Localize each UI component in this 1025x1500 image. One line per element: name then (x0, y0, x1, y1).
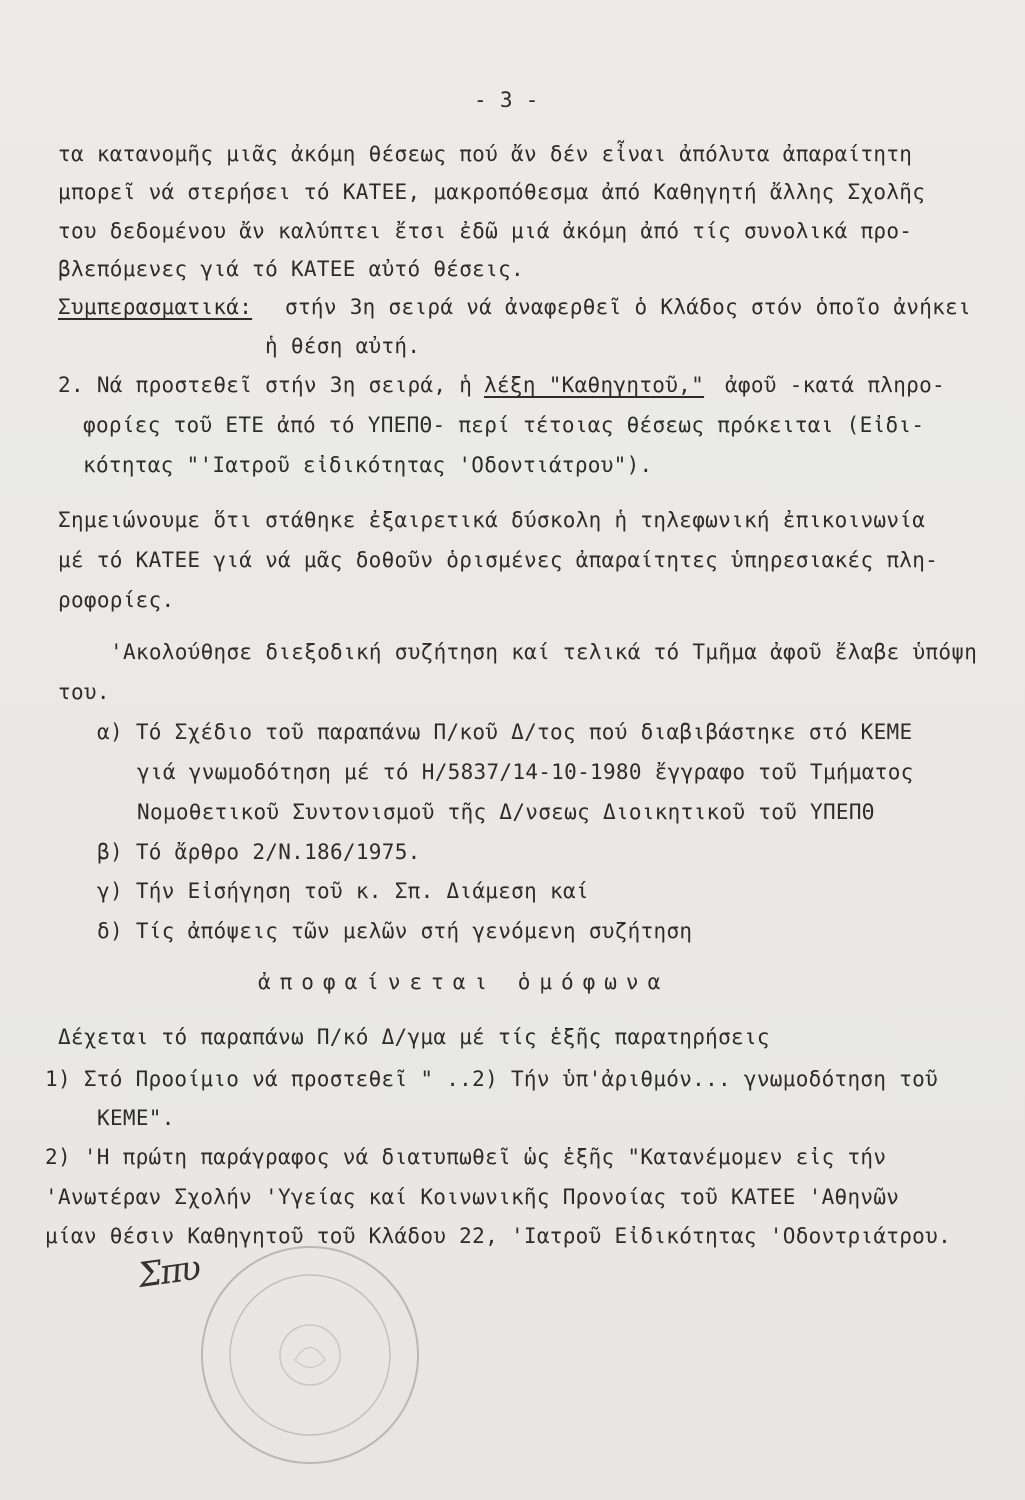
item-a-cont-1: γιά γνωμοδότηση μέ τό Η/5837/14-10-1980 ἔγγραφο τοῦ Τμήματος (137, 760, 914, 784)
item-b: β) Τό ἄρθρο 2/Ν.186/1975. (97, 840, 421, 864)
text-line-3: του δεδομένου ἄν καλύπτει ἔτσι ἐδῶ μιά ἀκόμη ἀπό τίς συνολικά προ- (58, 219, 913, 243)
decision-heading: ἀποφαίνεται ὁμόφωνα (258, 970, 670, 994)
text-line-1: τα κατανομῆς μιᾶς ἀκόμη θέσεως πού ἄν δέν εἶναι ἀπόλυτα ἀπαραίτητη (58, 142, 913, 166)
text-line-6: ἡ θέση αὐτή. (265, 334, 421, 358)
text-line-13: 'Ακολούθησε διεξοδική συζήτηση καί τελικά τό Τμῆμα ἀφοῦ ἔλαβε ὑπόψη (110, 640, 978, 664)
item-c: γ) Τήν Εἰσήγηση τοῦ κ. Σπ. Διάμεση καί (97, 879, 589, 903)
signature-text: Σπυ (135, 1247, 202, 1297)
remark-2: 2) 'Η πρώτη παράγραφος νά διατυπωθεῖ ὡς ἑξῆς "Κατανέμομεν εἰς τήν (45, 1145, 887, 1169)
text-line-5: στήν 3η σειρά νά ἀναφερθεῖ ὁ Κλάδος στόν ὁποῖο ἀνήκει (285, 295, 971, 319)
text-line-8: φορίες τοῦ ΕΤΕ ἀπό τό ΥΠΕΠΘ- περί τέτοιας θέσεως πρόκειται (Εἰδι- (83, 413, 925, 437)
text-line-14: του. (58, 680, 110, 704)
text-line-9: κότητας "'Ιατροῦ εἰδικότητας 'Οδοντιάτρου"). (83, 453, 653, 477)
stamp-emblem (280, 1325, 340, 1385)
text-line-7b: ἀφοῦ -κατά πληρο- (712, 373, 945, 397)
remark-2-cont-2: μίαν θέσιν Καθηγητοῦ τοῦ Κλάδου 22, 'Ιατροῦ Εἰδικότητας 'Οδοντριάτρου. (45, 1224, 952, 1248)
text-line-10: Σημειώνουμε ὅτι στάθηκε ἐξαιρετικά δύσκολη ἡ τηλεφωνική ἐπικοινωνία (58, 508, 926, 532)
page-number: - 3 - (474, 88, 539, 112)
text-line-11: μέ τό ΚΑΤΕΕ γιά νά μᾶς δοθοῦν ὁρισμένες ἀπαραίτητες ὑπηρεσιακές πλη- (58, 548, 939, 572)
word-phrase: λέξη "Καθηγητοῦ," (484, 373, 705, 397)
text-line-12: ροφορίες. (58, 588, 175, 612)
remark-2-cont-1: 'Ανωτέραν Σχολήν 'Υγείας καί Κοινωνικῆς Προνοίας τοῦ ΚΑΤΕΕ 'Αθηνῶν (45, 1185, 900, 1209)
stamp-inner-ring (230, 1275, 390, 1435)
text-line-22: Δέχεται τό παραπάνω Π/κό Δ/γμα μέ τίς ἑξῆς παρατηρήσεις (58, 1025, 770, 1049)
remark-1-cont: ΚΕΜΕ". (97, 1106, 175, 1130)
text-line-4: βλεπόμενες γιά τό ΚΑΤΕΕ αὐτό θέσεις. (58, 257, 524, 281)
handwritten-signature (136, 1248, 202, 1296)
remark-1: 1) Στό Προοίμιο νά προστεθεῖ " ..2) Τήν ὑπ'ἀριθμόν... γνωμοδότηση τοῦ (45, 1067, 939, 1091)
text-line-7a: 2. Νά προστεθεῖ στήν 3η σειρά, ἡ (58, 373, 486, 397)
official-stamp (195, 1240, 425, 1470)
stamp-emblem-shape (295, 1348, 325, 1368)
stamp-outer-ring (202, 1247, 418, 1463)
conclusion-label: Συμπερασματικά: (58, 295, 253, 319)
item-a-cont-2: Νομοθετικοῦ Συντονισμοῦ τῆς Δ/νσεως Διοικητικοῦ τοῦ ΥΠΕΠΘ (137, 800, 875, 824)
item-d: δ) Τίς ἀπόψεις τῶν μελῶν στή γενόμενη συζήτηση (97, 919, 693, 943)
item-a: α) Τό Σχέδιο τοῦ παραπάνω Π/κοῦ Δ/τος πού διαβιβάστηκε στό ΚΕΜΕ (97, 720, 913, 744)
text-line-2: μπορεῖ νά στερήσει τό ΚΑΤΕΕ, μακροπόθεσμα ἀπό Καθηγητή ἄλλης Σχολῆς (58, 180, 926, 204)
